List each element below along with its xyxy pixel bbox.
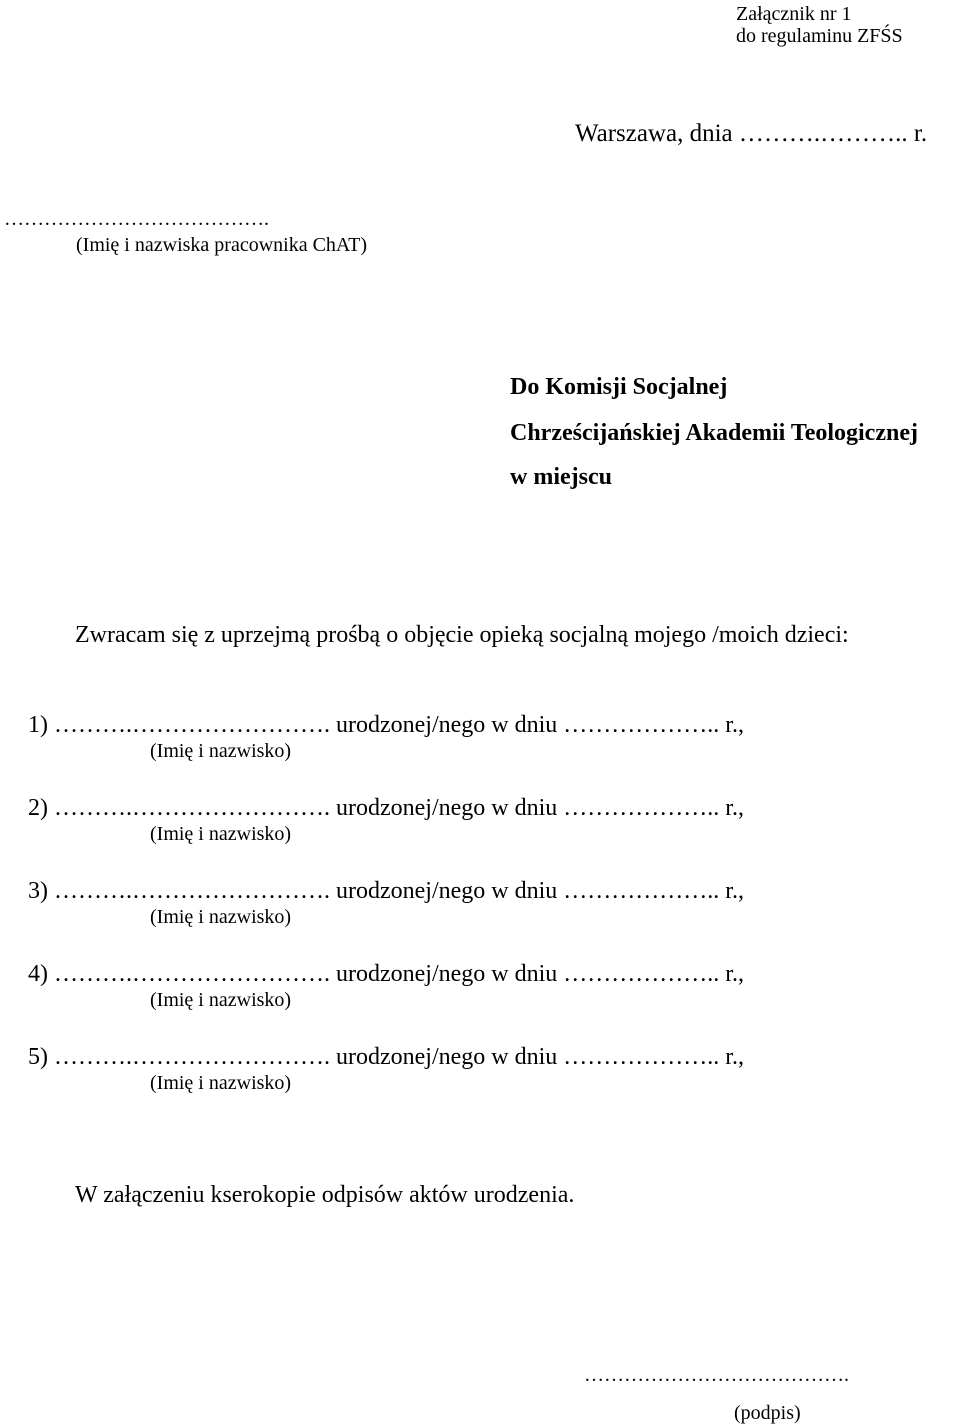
annex-regulation: do regulaminu ZFŚS [736,25,903,47]
child-caption-4: (Imię i nazwisko) [150,989,292,1011]
signature-caption: (podpis) [734,1402,801,1424]
child-caption-5: (Imię i nazwisko) [150,1072,292,1094]
child-line-1: 1) ……….……………………. urodzonej/nego w dniu ……………….. r., [28,712,744,738]
attachments-note: W załączeniu kserokopie odpisów aktów urodzenia. [75,1182,575,1208]
child-line-5: 5) ……….……………………. urodzonej/nego w dniu ……………….. r., [28,1044,744,1070]
sender-block [4,206,367,258]
child-line-2: 2) ……….……………………. urodzonej/nego w dniu ……………….. r., [28,795,744,821]
addressee-line-3: w miejscu [510,464,612,490]
annex-label: Załącznik nr 1 [736,3,852,25]
child-line-4: 4) ……….……………………. urodzonej/nego w dniu ……………….. r., [28,961,744,987]
sender-caption: (Imię i nazwiska pracownika ChAT) [76,234,368,256]
addressee-line-2: Chrześcijańskiej Akademii Teologicznej [510,420,918,446]
signature-dots: …………………………………. [584,1364,849,1386]
child-line-3: 3) ……….……………………. urodzonej/nego w dniu ……………….. r., [28,878,744,904]
child-caption-2: (Imię i nazwisko) [150,823,292,845]
sender-name-dots: …………………………………. [4,208,269,230]
child-caption-1: (Imię i nazwisko) [150,740,292,762]
request-text: Zwracam się z uprzejmą prośbą o objęcie opieką socjalną mojego /moich dzieci: [75,622,849,648]
place-date-line: Warszawa, dnia ……….……….. r. [575,120,928,147]
child-caption-3: (Imię i nazwisko) [150,906,292,928]
addressee-line-1: Do Komisji Socjalnej [510,374,728,400]
